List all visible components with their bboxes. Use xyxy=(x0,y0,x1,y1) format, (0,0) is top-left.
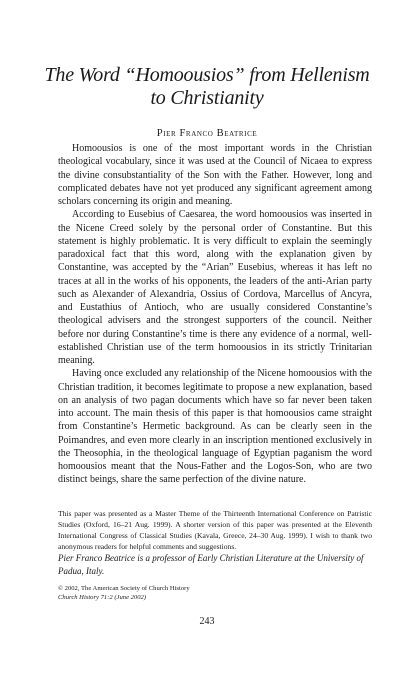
article-body xyxy=(58,142,372,487)
paragraph-1: Homoousios is one of the most important words in the Christian theological vocabulary, since it was used at the Council of Nicaea to express the divine consubstantiality of the Son with the Father. However, long and complicated debates have not yet produced any significant agreement among scholars concerning its origin and meaning. xyxy=(58,143,372,207)
article-title-line-1: The Word “Homoousios” from Hellenism xyxy=(44,64,370,86)
page-number: 243 xyxy=(199,616,215,627)
copyright-block xyxy=(58,584,372,602)
footnote: This paper was presented as a Master Theme of the Thirteenth International Conference on Patristic Studies (Oxford, 16–21 Aug. 1999). A shorter version of this paper was presented at the Eleventh International Congress of Classical Studies (Kavala, Greece, 24–30 Aug. 1999). I wish to thank two anonymous readers for helpful comments and suggestions. xyxy=(58,509,372,551)
author-name: Pier Franco Beatrice xyxy=(156,128,258,139)
author-bio: Pier Franco Beatrice is a professor of Early Christian Literature at the University of Padua, Italy. xyxy=(58,553,364,576)
journal-citation: Church History 71:2 (June 2002) xyxy=(58,594,147,601)
article-title-line-2: to Christianity xyxy=(150,87,264,109)
paragraph-2: According to Eusebius of Caesarea, the word homoousios was inserted in the Nicene Creed solely by the personal order of Constantine. But this statement is highly problematic. It is very difficult to explain the seemingly paradoxical fact that this word, along with the explanation given by Constantine, was accepted by the “Arian” Eusebius, whereas it has left no traces at all in the works of his opponents, the leaders of the anti-Arian party such as Alexander of Alexandria, Ossius of Cordova, Marcellus of Ancyra, and Eustathius of Antioch, who are usually considered Constantine’s theological advisers and the strongest supporters of the council. Neither before nor during Constantine’s time is there any evidence of a normal, well-established Christian use of the term homoousios in its strictly Trinitarian meaning. xyxy=(58,209,372,366)
copyright-line: © 2002, The American Society of Church History xyxy=(58,585,190,592)
paragraph-3: Having once excluded any relationship of the Nicene homoousios with the Christian tradition, it becomes legitimate to propose a new explanation, based on an analysis of two pagan documents which have so far never been taken into account. The main thesis of this paper is that homoousios came straight from Constantine’s Hermetic background. As can be clearly seen in the Poimandres, and even more clearly in an inscription mentioned exclusively in the Theosophia, in the theological language of Egyptian paganism the word homoousios meant that the Nous-Father and the Logos-Son, who are two distinct beings, share the same perfection of the divine nature. xyxy=(58,368,372,486)
article-title xyxy=(0,64,414,110)
